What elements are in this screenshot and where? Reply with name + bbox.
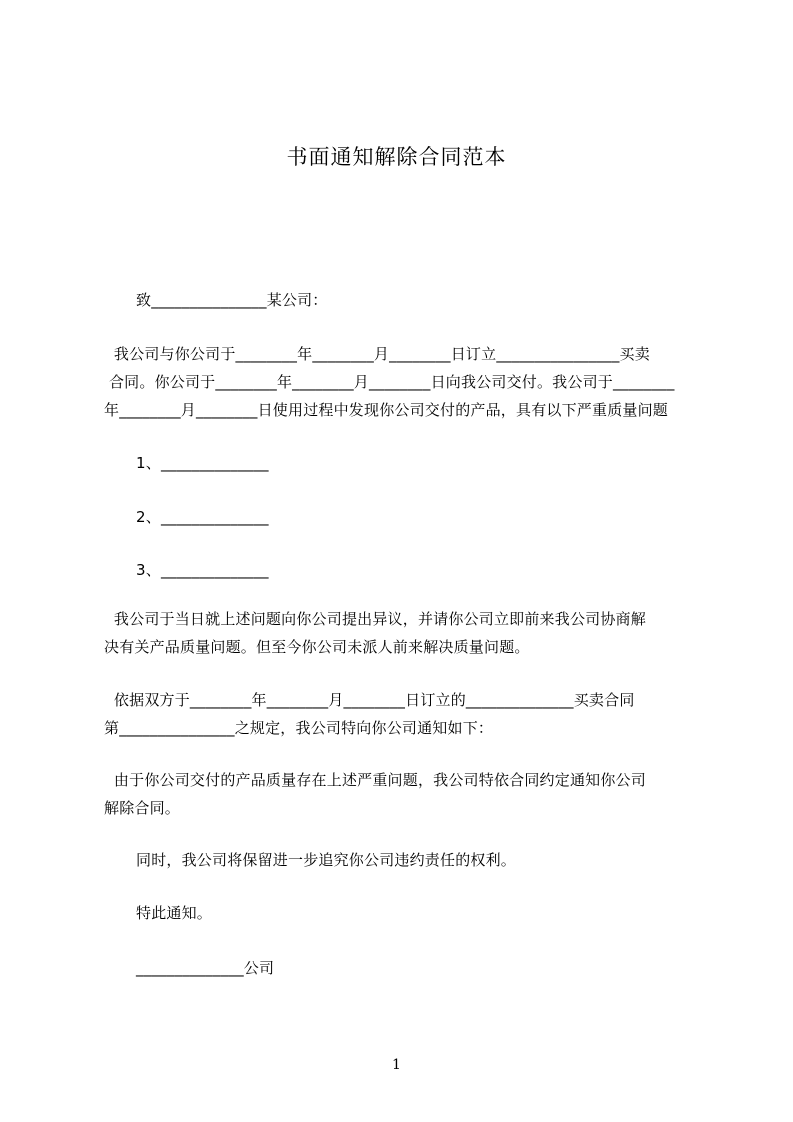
paragraph-1-line-2: 合同。你公司于________年________月________日向我公司交付。我公司于________: [104, 373, 675, 391]
paragraph-5: 同时，我公司将保留进一步追究你公司违约责任的权利。: [136, 851, 517, 869]
paragraph-3-line-2: 第_______________之规定，我公司特向你公司通知如下：: [104, 719, 494, 737]
signature-line: ______________公司: [136, 959, 275, 977]
paragraph-2-line-1: 我公司于当日就上述问题向你公司提出异议，并请你公司立即前来我公司协商解: [104, 610, 646, 628]
closing-text: 特此通知。: [136, 904, 213, 922]
paragraph-3-line-1: 依据双方于________年________月________日订立的______________买卖合同: [104, 691, 635, 709]
addressee-line: 致_______________某公司：: [136, 291, 328, 309]
problem-item-3: 3、______________: [136, 561, 269, 579]
paragraph-4-line-1: 由于你公司交付的产品质量存在上述严重问题，我公司特依合同约定通知你公司: [104, 771, 646, 789]
paragraph-1-line-3: 年________月________日使用过程中发现你公司交付的产品，具有以下严重质量问题: [104, 401, 669, 419]
page-number: 1: [392, 1057, 401, 1073]
problem-item-1: 1、______________: [136, 454, 269, 472]
page-title: 书面通知解除合同范本: [286, 145, 507, 169]
paragraph-2-line-2: 决有关产品质量问题。但至今你公司未派人前来解决质量问题。: [104, 638, 530, 656]
paragraph-1-line-1: 我公司与你公司于________年________月________日订立________________买卖: [104, 345, 650, 363]
problem-item-2: 2、______________: [136, 508, 269, 526]
paragraph-4-line-2: 解除合同。: [104, 799, 181, 817]
